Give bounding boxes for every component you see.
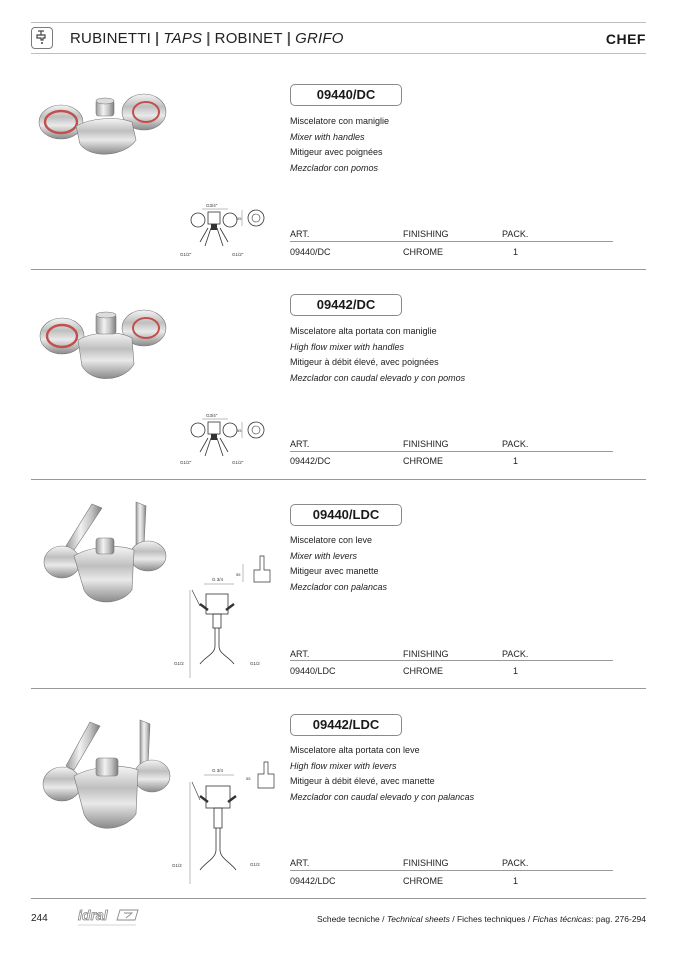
col-header-finishing: FINISHING xyxy=(403,439,449,449)
desc-es: Mezclador con palancas xyxy=(290,581,388,592)
product-photo-09440-dc xyxy=(36,82,170,166)
svg-text:G1/2: G1/2 xyxy=(250,661,260,666)
desc-en: Mixer with levers xyxy=(290,550,358,561)
col-header-finishing: FINISHING xyxy=(403,229,449,239)
desc-it: Miscelatore alta portata con maniglie xyxy=(290,326,437,336)
svg-text:idral: idral xyxy=(78,907,108,923)
svg-text:G1/2: G1/2 xyxy=(250,862,260,867)
product-photo-09442-ldc xyxy=(40,718,174,836)
desc-es: Mezclador con pomos xyxy=(290,162,379,173)
col-header-finishing: FINISHING xyxy=(403,649,449,659)
cell-art: 09442/LDC xyxy=(290,876,336,886)
col-header-art: ART. xyxy=(290,858,310,868)
cell-finishing: CHROME xyxy=(403,876,443,886)
col-header-art: ART. xyxy=(290,229,310,239)
desc-en: Mixer with handles xyxy=(290,131,365,142)
product-description xyxy=(290,114,389,176)
desc-fr: Mitigeur avec poignées xyxy=(290,147,383,157)
title-en: TAPS xyxy=(163,30,203,47)
header-top-rule xyxy=(31,22,646,23)
cell-finishing: CHROME xyxy=(403,666,443,676)
desc-it: Miscelatore con leve xyxy=(290,535,373,545)
title-it: RUBINETTI xyxy=(70,30,151,47)
svg-text:G1/2": G1/2" xyxy=(180,460,192,465)
desc-en: High flow mixer with levers xyxy=(290,760,397,771)
svg-text:G1/2": G1/2" xyxy=(180,252,192,257)
page-number: 244 xyxy=(31,913,48,924)
product-code: 09440/DC xyxy=(290,84,402,106)
desc-fr: Mitigeur à débit élevé, avec manette xyxy=(290,776,435,786)
col-header-art: ART. xyxy=(290,439,310,449)
cell-finishing: CHROME xyxy=(403,247,443,257)
desc-it: Miscelatore con maniglie xyxy=(290,116,390,126)
col-header-pack: PACK. xyxy=(502,439,529,449)
title-fr: ROBINET xyxy=(214,30,283,47)
svg-text:G1/2": G1/2" xyxy=(232,252,244,257)
table-rule xyxy=(290,870,613,871)
cell-pack: 1 xyxy=(513,876,519,886)
product-description xyxy=(290,324,465,386)
product-description xyxy=(290,533,387,595)
cell-pack: 1 xyxy=(513,247,519,257)
svg-text:G1/2": G1/2" xyxy=(232,460,244,465)
cell-art: 09440/LDC xyxy=(290,666,336,676)
table-rule xyxy=(290,451,613,452)
technical-drawing-09440-ldc xyxy=(170,550,275,685)
section-divider xyxy=(31,479,646,480)
svg-text:55: 55 xyxy=(236,572,241,577)
technical-drawing-09440-dc xyxy=(178,200,273,262)
cell-art: 09440/DC xyxy=(290,247,331,257)
col-header-pack: PACK. xyxy=(502,858,529,868)
product-photo-09440-ldc xyxy=(40,498,170,608)
collection-name: CHEF xyxy=(605,31,646,47)
cell-finishing: CHROME xyxy=(403,456,443,466)
svg-text:G1/2: G1/2 xyxy=(172,863,182,868)
title-es: GRIFO xyxy=(295,30,344,47)
svg-text:55: 55 xyxy=(237,428,242,433)
section-divider xyxy=(31,269,646,270)
desc-fr: Mitigeur avec manette xyxy=(290,566,379,576)
tap-category-icon xyxy=(31,27,53,49)
svg-text:G1/2: G1/2 xyxy=(174,661,184,666)
table-rule xyxy=(290,241,613,242)
col-header-art: ART. xyxy=(290,649,310,659)
idral-logo xyxy=(76,906,144,928)
cell-pack: 1 xyxy=(513,666,519,676)
svg-text:G3/4": G3/4" xyxy=(206,413,218,418)
col-header-pack: PACK. xyxy=(502,649,529,659)
col-header-finishing: FINISHING xyxy=(403,858,449,868)
col-header-pack: PACK. xyxy=(502,229,529,239)
product-photo-09442-dc xyxy=(36,298,170,386)
technical-drawing-09442-dc xyxy=(178,410,273,472)
table-rule xyxy=(290,660,613,661)
desc-es: Mezclador con caudal elevado y con pomos xyxy=(290,372,466,383)
footer-rule xyxy=(31,898,646,899)
product-code: 09442/DC xyxy=(290,294,402,316)
cell-pack: 1 xyxy=(513,456,519,466)
product-code: 09442/LDC xyxy=(290,714,402,736)
header-bottom-rule xyxy=(31,53,646,54)
cell-art: 09442/DC xyxy=(290,456,331,466)
page-title: RUBINETTI | TAPS | ROBINET | GRIFO xyxy=(70,30,344,47)
desc-fr: Mitigeur à débit élevé, avec poignées xyxy=(290,357,439,367)
svg-text:G 3/4: G 3/4 xyxy=(212,768,224,773)
technical-sheets-note: Schede tecniche / Technical sheets / Fiches techniques / Fichas técnicas: pag. 276-294 xyxy=(316,914,646,924)
product-code: 09440/LDC xyxy=(290,504,402,526)
svg-text:55: 55 xyxy=(237,216,242,221)
desc-it: Miscelatore alta portata con leve xyxy=(290,745,420,755)
svg-text:G 3/4: G 3/4 xyxy=(212,577,224,582)
product-description xyxy=(290,743,474,805)
technical-drawing-09442-ldc xyxy=(166,758,276,894)
desc-es: Mezclador con caudal elevado y con palancas xyxy=(290,791,475,802)
section-divider xyxy=(31,688,646,689)
dim-top-label: G3/4" xyxy=(206,203,218,208)
desc-en: High flow mixer with handles xyxy=(290,341,405,352)
svg-text:55: 55 xyxy=(246,776,251,781)
